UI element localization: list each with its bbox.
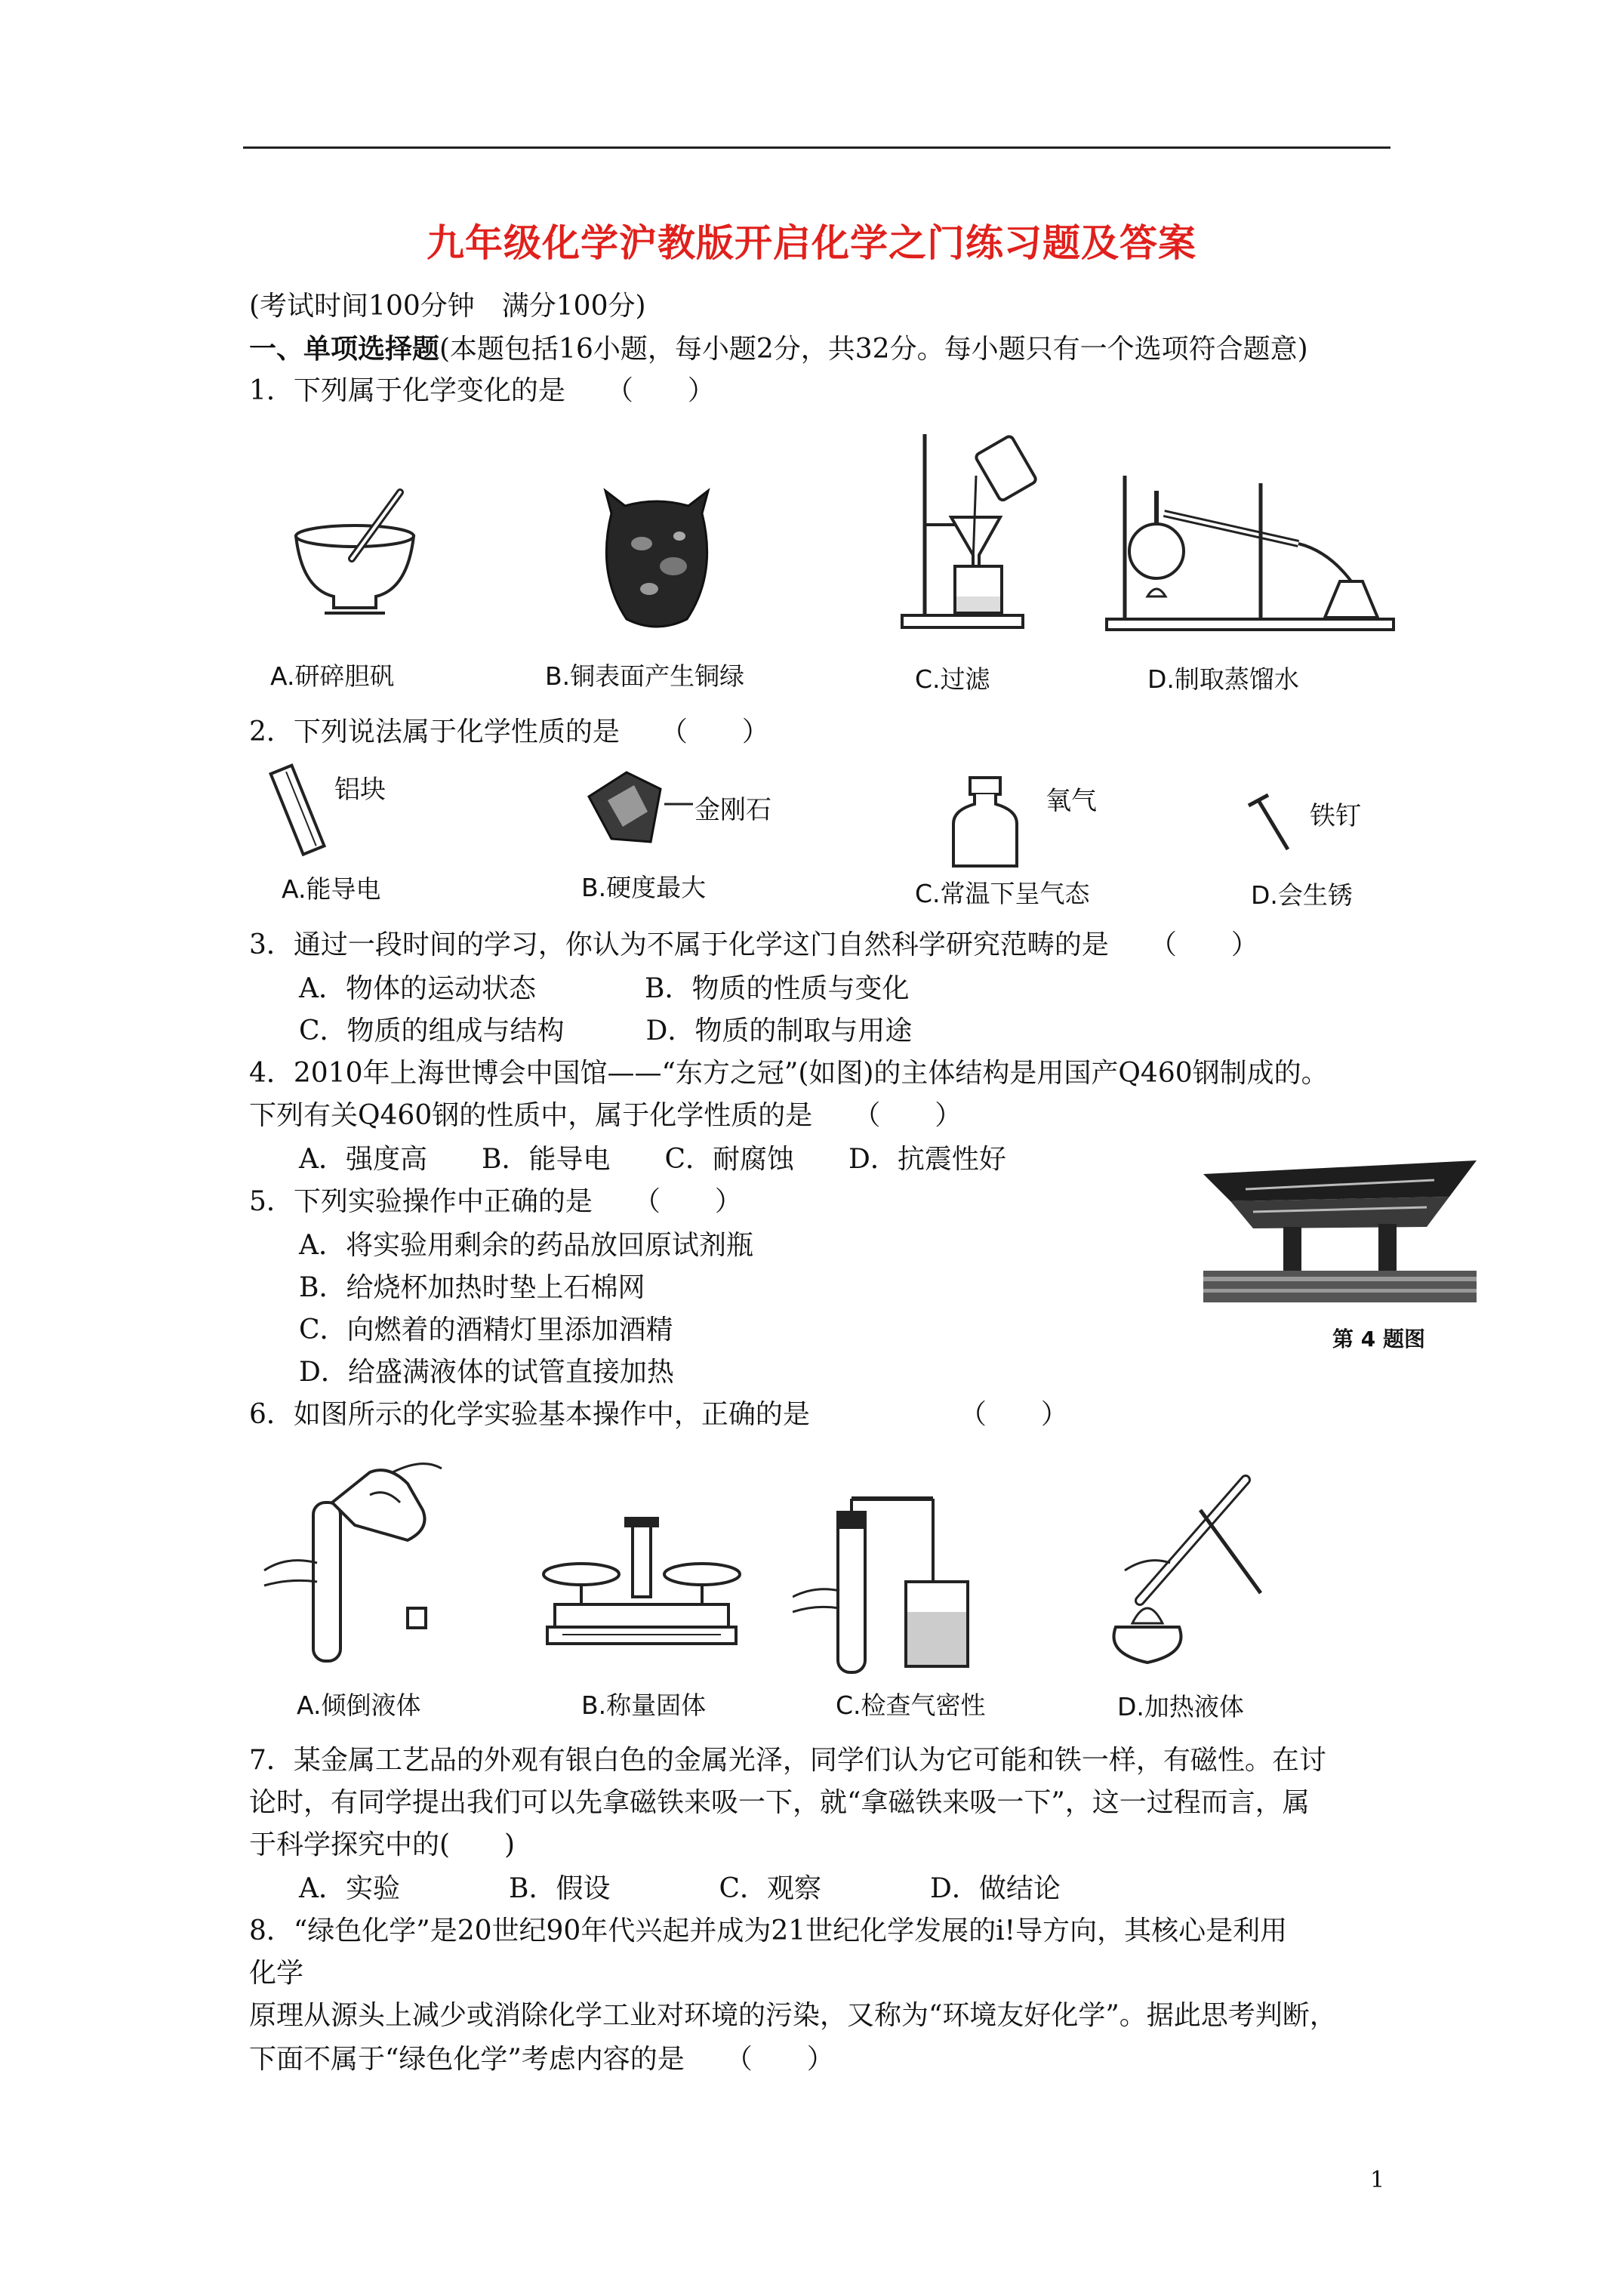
q6-caption-b: B.称量固体 — [581, 1690, 707, 1720]
q2-caption-a: A.能导电 — [282, 874, 381, 904]
label-iron-nail: 铁钉 — [1310, 801, 1361, 831]
question-3-stem: 3．通过一段时间的学习，你认为不属于化学这门自然科学研究范畴的是 （ ） — [249, 929, 1258, 960]
balance-figure — [540, 1506, 744, 1657]
page-number: 1 — [1370, 2167, 1385, 2193]
diamond-figure — [581, 766, 694, 849]
question-4-stem-1: 4．2010年上海世博会中国馆——“东方之冠”(如图)的主体结构是用国产Q460钢制成的。 — [249, 1058, 1329, 1089]
label-diamond: 金刚石 — [694, 795, 771, 825]
question-5-option-c: C．向燃着的酒精灯里添加酒精 — [299, 1314, 673, 1345]
section-heading — [249, 332, 1308, 366]
copper-patina-figure — [589, 483, 725, 634]
airtightness-check-figure — [793, 1491, 996, 1680]
oxygen-bottle-figure — [947, 774, 1023, 872]
q1-caption-d: D.制取蒸馏水 — [1147, 664, 1299, 694]
question-5-option-b: B．给烧杯加热时垫上石棉网 — [299, 1272, 645, 1303]
question-7-line-1: 7．某金属工艺品的外观有银白色的金属光泽，同学们认为它可能和铁一样，有磁性。在讨 — [249, 1745, 1326, 1776]
question-5-option-d: D．给盛满液体的试管直接加热 — [299, 1357, 674, 1388]
top-rule — [243, 146, 1390, 149]
question-5-stem: 5．下列实验操作中正确的是 （ ） — [249, 1186, 742, 1217]
question-6-stem: 6．如图所示的化学实验基本操作中，正确的是 （ ） — [249, 1399, 1068, 1430]
aluminum-block-figure — [264, 763, 332, 861]
mortar-pestle-figure — [287, 483, 423, 619]
question-4-options: A．强度高 B．能导电 C．耐腐蚀 D．抗震性好 — [299, 1144, 1006, 1175]
question-3-options-row2: C．物质的组成与结构 D．物质的制取与用途 — [299, 1015, 913, 1046]
q1-caption-c: C.过滤 — [915, 664, 990, 694]
question-7-line-2: 论时，有同学提出我们可以先拿磁铁来吸一下，就“拿磁铁来吸一下”，这一过程而言，属 — [249, 1787, 1310, 1818]
distillation-figure — [1102, 468, 1397, 634]
q6-caption-a: A.倾倒液体 — [297, 1690, 421, 1720]
page-title: 九年级化学沪教版开启化学之门练习题及答案 — [427, 220, 1196, 265]
question-8-line-3: 原理从源头上减少或消除化学工业对环境的污染，又称为“环境友好化学”。据此思考判断， — [249, 2000, 1337, 2031]
label-oxygen: 氧气 — [1046, 786, 1097, 816]
question-3-options-row1: A．物体的运动状态 B．物质的性质与变化 — [299, 973, 910, 1004]
section-desc: (本题包括16小题，每小题2分，共32分。每小题只有一个选项符合题意) — [439, 334, 1308, 365]
q4-figure-caption: 第 4 题图 — [1332, 1327, 1425, 1351]
exam-info: (考试时间100分钟 满分100分) — [249, 291, 646, 322]
question-7-options: A．实验 B．假设 C．观察 D．做结论 — [299, 1873, 1061, 1904]
q2-caption-c: C.常温下呈气态 — [915, 879, 1090, 908]
section-title: 一、单项选择题 — [249, 333, 440, 365]
question-8-line-4: 下面不属于“绿色化学”考虑内容的是 （ ） — [249, 2044, 834, 2075]
q6-caption-d: D.加热液体 — [1117, 1692, 1244, 1721]
q2-caption-d: D.会生锈 — [1251, 880, 1353, 910]
q1-caption-a: A.研碎胆矾 — [270, 661, 395, 691]
question-8-line-1: 8．“绿色化学”是20世纪90年代兴起并成为21世纪化学发展的i!导方向，其核心是利用 — [249, 1915, 1288, 1946]
question-4-stem-2: 下列有关Q460钢的性质中，属于化学性质的是 （ ） — [249, 1100, 962, 1131]
question-7-line-3: 于科学探究中的( ) — [249, 1829, 516, 1860]
filtration-figure — [895, 427, 1046, 638]
q2-caption-b: B.硬度最大 — [581, 873, 707, 902]
heating-liquid-figure — [1095, 1465, 1276, 1676]
pouring-liquid-figure — [257, 1457, 453, 1676]
iron-nail-figure — [1238, 789, 1306, 857]
question-2-stem: 2．下列说法属于化学性质的是 （ ） — [249, 717, 769, 747]
question-8-line-2: 化学 — [249, 1958, 304, 1989]
question-1-stem: 1．下列属于化学变化的是 （ ） — [249, 375, 715, 406]
q6-caption-c: C.检查气密性 — [836, 1690, 986, 1720]
label-aluminum: 铝块 — [334, 775, 386, 805]
china-pavilion-figure — [1200, 1144, 1480, 1310]
q1-caption-b: B.铜表面产生铜绿 — [545, 661, 745, 691]
question-5-option-a: A．将实验用剩余的药品放回原试剂瓶 — [299, 1230, 753, 1261]
